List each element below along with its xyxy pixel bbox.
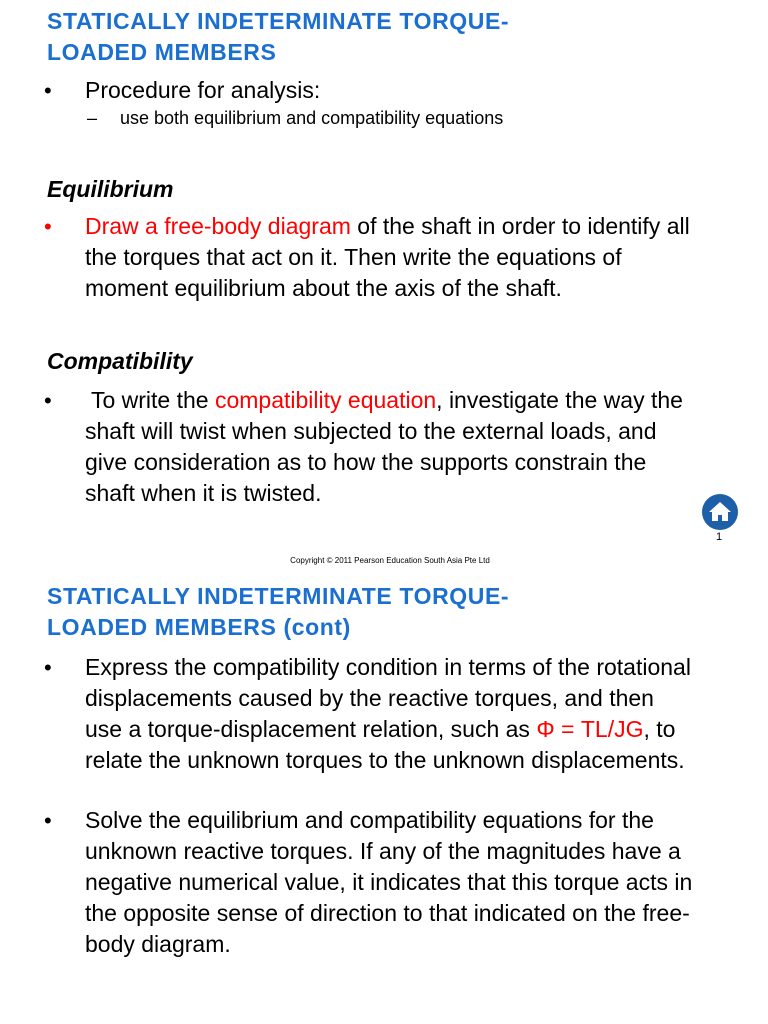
highlight-free-body-diagram: Draw a free-body diagram (85, 213, 351, 239)
text-line: the torques that act on it. Then write the equations of (85, 244, 622, 270)
bullet-dot: • (44, 214, 52, 239)
slide-2 (0, 576, 768, 1024)
sub-bullet-equations (87, 107, 504, 129)
text-line: shaft when it is twisted. (85, 480, 322, 506)
text-line: Solve the equilibrium and compatibility equations for the (85, 807, 654, 833)
text-line: moment equilibrium about the axis of the shaft. (85, 275, 562, 301)
title-line-2: LOADED MEMBERS (47, 39, 277, 65)
title-line-1: STATICALLY INDETERMINATE TORQUE- (47, 583, 510, 609)
bullet-dot: • (44, 808, 52, 833)
bullet-equilibrium (44, 211, 760, 304)
text-segment: , to (643, 716, 676, 742)
copyright-notice: Copyright © 2011 Pearson Education South Asia Pte Ltd (290, 556, 490, 565)
home-icon (702, 494, 738, 530)
sub-bullet-dash: – (87, 108, 98, 128)
text-segment: use a torque-displacement relation, such as (85, 716, 537, 742)
text-segment: , investigate the way the (436, 387, 683, 413)
slide-2-title (47, 581, 509, 643)
bullet-compatibility (44, 385, 760, 509)
sub-bullet-text: use both equilibrium and compatibility equations (120, 108, 504, 128)
heading-equilibrium: Equilibrium (47, 176, 174, 202)
text-line: relate the unknown torques to the unknown displacements. (85, 747, 685, 773)
title-line-2: LOADED MEMBERS (cont) (47, 614, 351, 640)
bullet-procedure (44, 75, 760, 106)
heading-compatibility: Compatibility (47, 348, 193, 374)
text-segment: To write the (85, 387, 215, 413)
bullet-dot: • (44, 78, 52, 103)
text-line: negative numerical value, it indicates that this torque acts in (85, 869, 693, 895)
formula-twist-angle: Φ = TL/JG (536, 716, 644, 742)
bullet-dot: • (44, 655, 52, 680)
text-line: the opposite sense of direction to that indicated on the free- (85, 900, 690, 926)
bullet-solve-equations (44, 805, 760, 960)
text-line: Express the compatibility condition in terms of the rotational (85, 654, 691, 680)
page-number: 1 (715, 531, 723, 543)
bullet-dot: • (44, 388, 52, 413)
text-line: body diagram. (85, 931, 231, 957)
text-line: give consideration as to how the supports constrain the (85, 449, 647, 475)
home-button[interactable] (702, 494, 738, 530)
bullet-compatibility-condition (44, 652, 760, 776)
text-line: displacements caused by the reactive torques, and then (85, 685, 654, 711)
text-line: unknown reactive torques. If any of the magnitudes have a (85, 838, 681, 864)
text-line: shaft will twist when subjected to the external loads, and (85, 418, 657, 444)
text-segment: of the shaft in order to identify all (350, 213, 690, 239)
title-line-1: STATICALLY INDETERMINATE TORQUE- (47, 8, 510, 34)
bullet-text: Procedure for analysis: (85, 77, 321, 103)
slide-1-title (47, 6, 509, 68)
highlight-compatibility-equation: compatibility equation (214, 387, 437, 413)
